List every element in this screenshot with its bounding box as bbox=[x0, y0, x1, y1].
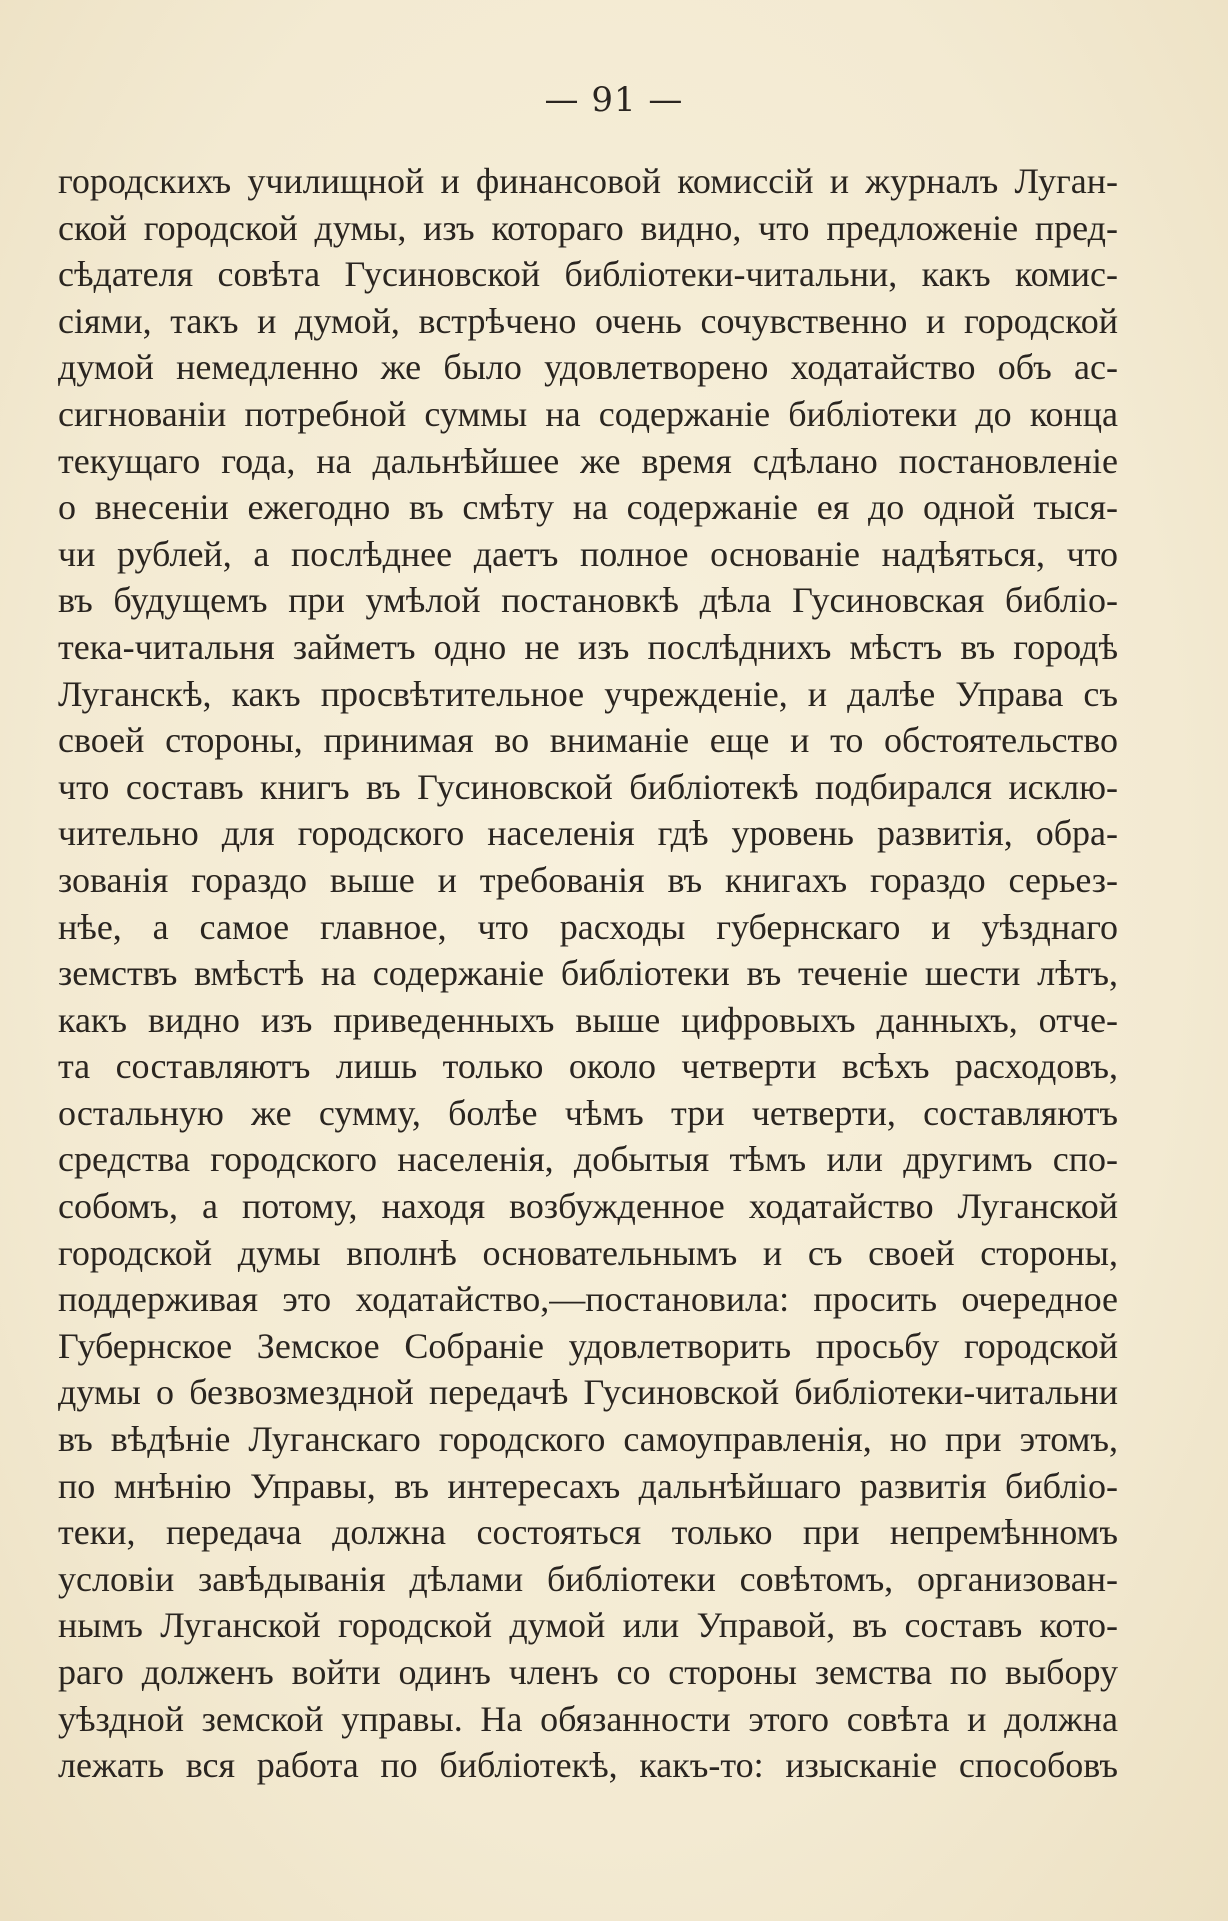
text-line: по мнѣнію Управы, въ интересахъ дальнѣйшаго развитія библіо- bbox=[58, 1465, 1118, 1506]
text-line: текущаго года, на дальнѣйшее же время сдѣлано постановленіе bbox=[58, 440, 1118, 481]
text-line: остальную же сумму, болѣе чѣмъ три четверти, составляютъ bbox=[58, 1092, 1118, 1133]
text-line: своей стороны, принимая во вниманіе еще и то обстоятельство bbox=[58, 720, 1118, 761]
text-line: думой немедленно же было удовлетворено ходатайство объ ас- bbox=[58, 347, 1118, 388]
text-line: сигнованіи потребной суммы на содержаніе библіотеки до конца bbox=[58, 393, 1118, 434]
text-line: тека-читальня займетъ одно не изъ послѣднихъ мѣстъ въ городѣ bbox=[58, 626, 1118, 667]
text-line: сіями, такъ и думой, встрѣчено очень сочувственно и городской bbox=[58, 300, 1118, 341]
text-line: что составъ книгъ въ Гусиновской библіотекѣ подбирался исклю- bbox=[58, 766, 1118, 807]
text-line: въ будущемъ при умѣлой постановкѣ дѣла Гусиновская библіо- bbox=[58, 580, 1118, 621]
text-line: ской городской думы, изъ котораго видно, что предложеніе пред- bbox=[58, 207, 1118, 248]
text-line: чительно для городского населенія гдѣ уровень развитія, обра- bbox=[58, 813, 1118, 854]
text-line: Губернское Земское Собраніе удовлетворить просьбу городской bbox=[58, 1325, 1118, 1366]
text-line: собомъ, а потому, находя возбужденное ходатайство Луганской bbox=[58, 1186, 1118, 1227]
text-line: земствъ вмѣстѣ на содержаніе библіотеки въ теченіе шести лѣтъ, bbox=[58, 953, 1118, 994]
text-line: нѣе, а самое главное, что расходы губернскаго и уѣзднаго bbox=[58, 906, 1118, 947]
text-line: сѣдателя совѣта Гусиновской библіотеки-читальни, какъ комис- bbox=[58, 254, 1118, 295]
text-line: въ вѣдѣніе Луганскаго городского самоуправленія, но при этомъ, bbox=[58, 1419, 1118, 1460]
text-line: чи рублей, а послѣднее даетъ полное основаніе надѣяться, что bbox=[58, 533, 1118, 574]
text-line: поддерживая это ходатайство,—постановила: просить очередное bbox=[58, 1279, 1118, 1320]
text-line: городскихъ училищной и финансовой комиссій и журналъ Луган- bbox=[58, 161, 1118, 201]
text-line: средства городского населенія, добытыя тѣмъ или другимъ спо- bbox=[58, 1139, 1118, 1180]
text-line: Луганскѣ, какъ просвѣтительное учрежденіе, и далѣе Управа съ bbox=[58, 673, 1118, 714]
text-line: уѣздной земской управы. На обязанности этого совѣта и должна bbox=[58, 1698, 1118, 1739]
text-line: городской думы вполнѣ основательнымъ и съ своей стороны, bbox=[58, 1232, 1118, 1273]
text-line: раго долженъ войти одинъ членъ со стороны земства по выбору bbox=[58, 1652, 1118, 1692]
body-text bbox=[58, 158, 1118, 1789]
text-line: какъ видно изъ приведенныхъ выше цифровыхъ данныхъ, отче- bbox=[58, 999, 1118, 1040]
text-line: условіи завѣдыванія дѣлами библіотеки совѣтомъ, организован- bbox=[58, 1558, 1118, 1599]
text-line: лежать вся работа по библіотекѣ, какъ-то: изысканіе способовъ bbox=[58, 1745, 1118, 1786]
text-line: та составляютъ лишь только около четверти всѣхъ расходовъ, bbox=[58, 1046, 1118, 1087]
page-number: — 91 — bbox=[544, 80, 684, 120]
text-line: нымъ Луганской городской думой или Управой, въ составъ кото- bbox=[58, 1605, 1118, 1646]
text-line: о внесеніи ежегодно въ смѣту на содержаніе ея до одной тыся- bbox=[58, 487, 1118, 528]
text-line: теки, передача должна состояться только при непремѣнномъ bbox=[58, 1512, 1118, 1553]
text-line: зованія гораздо выше и требованія въ книгахъ гораздо серьез- bbox=[58, 859, 1118, 900]
text-line: думы о безвозмездной передачѣ Гусиновской библіотеки-читальни bbox=[58, 1372, 1118, 1413]
